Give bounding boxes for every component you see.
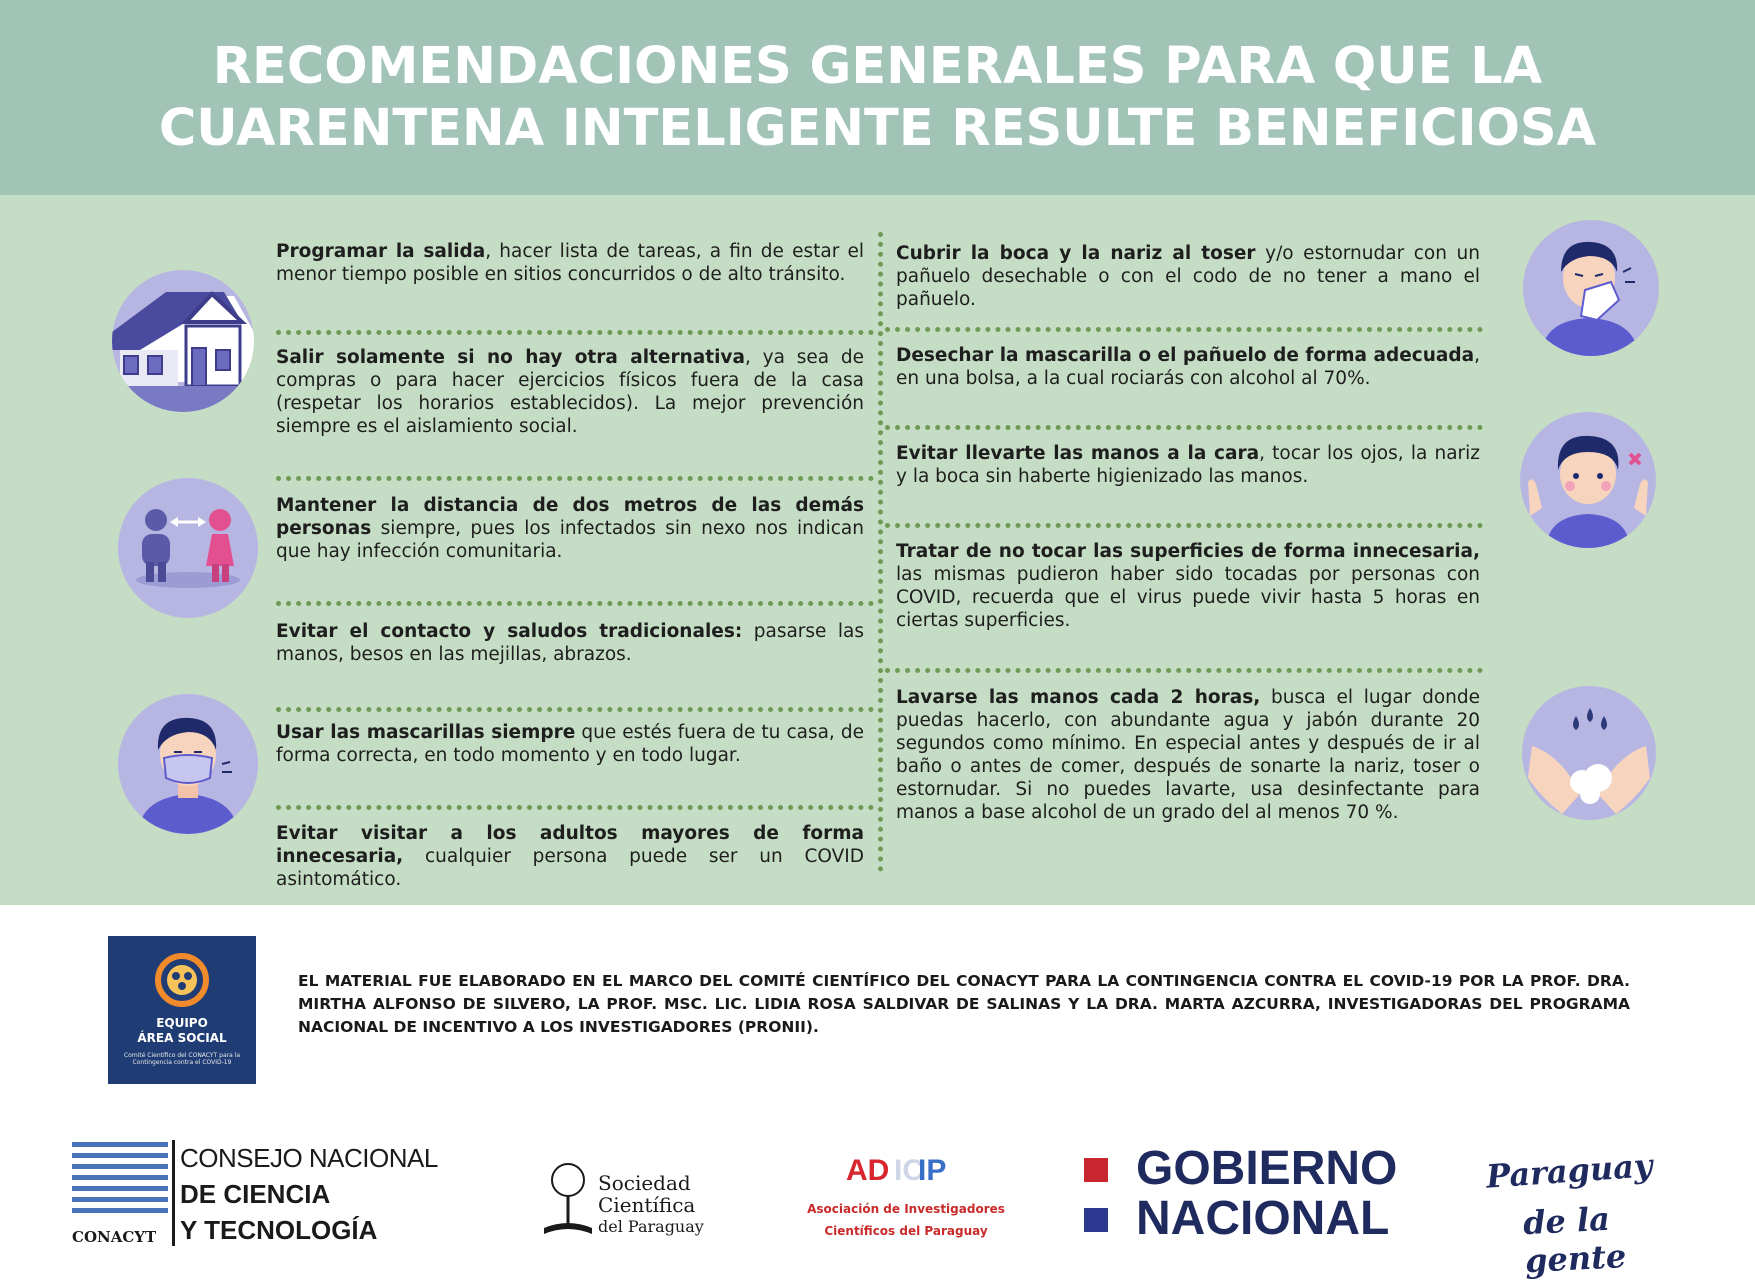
gobierno-nacional-logo	[1084, 1142, 1414, 1250]
gobierno-line-2: NACIONAL	[1136, 1192, 1390, 1245]
mask-person-icon	[118, 694, 258, 834]
scp-line-3: del Paraguay	[598, 1217, 704, 1236]
tip-no-contact: Evitar el contacto y saludos tradicionales: pasarse las manos, besos en las mejillas, abrazos.	[276, 621, 865, 665]
scp-line-1: Sociedad	[598, 1171, 691, 1195]
gobierno-line-1: GOBIERNO	[1136, 1142, 1398, 1195]
scp-logo	[540, 1158, 730, 1244]
conacyt-line-1: CONSEJO NACIONAL	[180, 1143, 438, 1173]
tip-elderly: Evitar visitar a los adultos mayores de forma innecesaria, cualquier persona puede ser un COVID asintomático.	[276, 823, 864, 890]
credit-text: EL MATERIAL FUE ELABORADO EN EL MARCO DEL COMITÉ CIENTÍFICO DEL CONACYT PARA LA CONTINGENCIA CONTRA EL COVID-19 POR LA PROF. DRA. MIRTHA ALFONSO DE SILVERO, LA PROF. MSC. LIC. LIDIA ROSA SALDIVAR DE SALINAS Y LA DRA. MARTA AZCURRA, INVESTIGADORAS DEL PROGRAMA NACIONAL DE INCENTIVO A LOS INVESTIGADORES (PRONII).	[298, 972, 1630, 1036]
tip-plan-outing: Programar la salida, hacer lista de tareas, a fin de estar el menor tiempo posible en sitios concurridos o de alto tránsito.	[276, 241, 864, 285]
hand-wash-icon	[1522, 686, 1656, 820]
sneeze-icon	[1523, 220, 1659, 356]
svg-text:IP: IP	[918, 1154, 947, 1187]
separator	[885, 523, 1483, 528]
title-line-2: CUARENTENA INTELIGENTE RESULTE BENEFICIOSA	[158, 99, 1597, 158]
separator	[276, 805, 874, 810]
conacyt-line-3: Y TECNOLOGÍA	[180, 1215, 378, 1245]
header-banner	[0, 0, 1755, 195]
tip-no-face-touch: Evitar llevarte las manos a la cara, tocar los ojos, la nariz y la boca sin haberte higienizado las manos.	[896, 443, 1480, 487]
tip-only-necessary: Salir solamente si no hay otra alternativa, ya sea de compras o para hacer ejercicios físicos fuera de la casa (respetar los horarios establecidos). La mejor prevención siempre es el aislamiento social.	[276, 347, 864, 437]
tip-wash-hands: Lavarse las manos cada 2 horas, busca el lugar donde puedas hacerlo, con abundante agua y jabón durante 20 segundos como mínimo. En especial antes y después de ir al baño o antes de comer, después de sonarte la nariz, toser o estornudar. Si no puedes lavarte, usa desinfectante para manos a base alcohol de un grado del al menos 70 %.	[896, 687, 1480, 823]
distance-icon	[118, 478, 258, 618]
separator	[885, 425, 1483, 430]
equipo-area-social-badge	[108, 936, 256, 1084]
no-touch-face-icon	[1520, 412, 1656, 548]
scp-line-2: Científica	[598, 1193, 696, 1217]
house-icon	[112, 270, 254, 412]
svg-text:AD: AD	[846, 1154, 890, 1187]
svg-text:IC: IC	[894, 1154, 924, 1187]
paraguay-line-2: de la gente	[1522, 1199, 1628, 1281]
separator	[885, 327, 1483, 332]
badge-caption: Comité Científico del CONACYT para la Contingencia contra el COVID-19	[123, 1052, 241, 1066]
title-line-1: RECOMENDACIONES GENERALES PARA QUE LA	[212, 37, 1543, 96]
tip-cover-cough: Cubrir la boca y la nariz al toser y/o estornudar con un pañuelo desechable o con el codo de no tener a mano el pañuelo.	[896, 243, 1480, 310]
separator	[276, 601, 874, 606]
adicip-logo	[806, 1150, 1006, 1240]
separator	[276, 330, 874, 335]
tip-distance: Mantener la distancia de dos metros de las demás personas siempre, pues los infectados sin nexo nos indican que hay infección comunitaria.	[276, 495, 864, 562]
tip-surfaces: Tratar de no tocar las superficies de forma innecesaria, las mismas pudieron haber sido tocadas por personas con COVID, recuerda que el virus puede vivir hasta 5 horas en ciertas superficies.	[896, 541, 1480, 631]
page-title	[0, 36, 1755, 160]
column-divider	[878, 232, 883, 872]
badge-line-1: EQUIPO	[156, 1016, 208, 1030]
adicip-line-2: Científicos del Paraguay	[824, 1224, 988, 1238]
separator	[276, 707, 874, 712]
badge-line-2: ÁREA SOCIAL	[137, 1031, 227, 1045]
conacyt-line-2: DE CIENCIA	[180, 1179, 331, 1209]
separator	[885, 668, 1483, 673]
adicip-line-1: Asociación de Investigadores	[807, 1202, 1005, 1216]
paraguay-de-la-gente-logo	[1484, 1146, 1686, 1281]
separator	[276, 476, 874, 481]
paraguay-line-1: Paraguay	[1484, 1146, 1654, 1196]
conacyt-logo	[72, 1140, 462, 1250]
conacyt-acronym: CONACYT	[72, 1228, 157, 1246]
tip-masks: Usar las mascarillas siempre que estés fuera de tu casa, de forma correcta, en todo momento y en todo lugar.	[276, 722, 864, 766]
tip-dispose-mask: Desechar la mascarilla o el pañuelo de forma adecuada, en una bolsa, a la cual rociarás con alcohol al 70%.	[896, 345, 1480, 389]
